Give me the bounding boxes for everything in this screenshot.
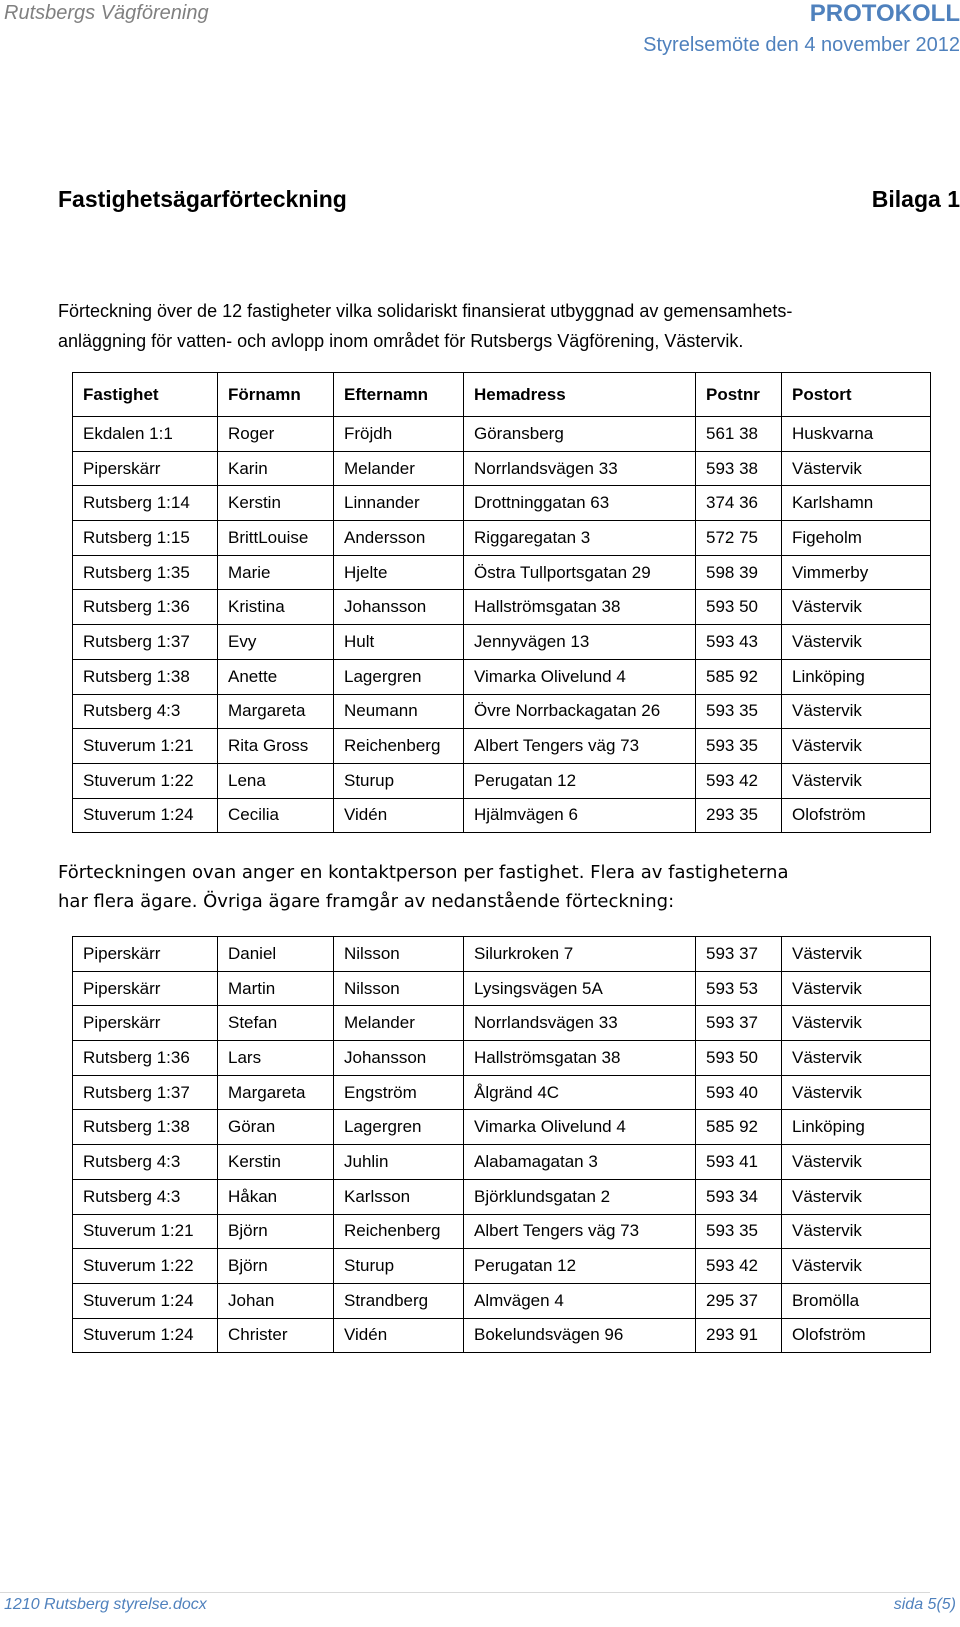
table-cell: Rita Gross: [218, 729, 334, 764]
table-cell: Björklundsgatan 2: [464, 1179, 696, 1214]
intro-line: anläggning för vatten- och avlopp inom området för Rutsbergs Vägförening, Västervik.: [58, 331, 744, 351]
table-cell: Vidén: [334, 798, 464, 833]
table-cell: Norrlandsvägen 33: [464, 1006, 696, 1041]
table-cell: 293 35: [696, 798, 782, 833]
table-cell: Sturup: [334, 1249, 464, 1284]
table-cell: Johansson: [334, 590, 464, 625]
table-cell: Piperskärr: [73, 971, 218, 1006]
table-cell: Marie: [218, 555, 334, 590]
table-cell: Kerstin: [218, 1145, 334, 1180]
table-cell: 593 40: [696, 1075, 782, 1110]
table-cell: Kristina: [218, 590, 334, 625]
table-cell: Rutsberg 1:14: [73, 486, 218, 521]
table-cell: Stuverum 1:22: [73, 763, 218, 798]
table-row: [73, 729, 931, 764]
table-cell: 593 50: [696, 590, 782, 625]
table-row: [73, 486, 931, 521]
table-cell: Rutsberg 4:3: [73, 1179, 218, 1214]
table-cell: Rutsberg 1:38: [73, 1110, 218, 1145]
table-cell: Björn: [218, 1214, 334, 1249]
column-header: Fastighet: [73, 373, 218, 417]
table-row: [73, 1283, 931, 1318]
intro-line: Förteckning över de 12 fastigheter vilka solidariskt finansierat utbyggnad av gemensamhets-: [58, 301, 793, 321]
table-cell: Stefan: [218, 1006, 334, 1041]
table-cell: Neumann: [334, 694, 464, 729]
table-row: [73, 971, 931, 1006]
table-cell: 593 37: [696, 937, 782, 972]
table-cell: Reichenberg: [334, 1214, 464, 1249]
footer-page-number: sida 5(5): [893, 1596, 956, 1613]
table-cell: Lagergren: [334, 659, 464, 694]
column-header: Postort: [782, 373, 931, 417]
table-row: [73, 521, 931, 556]
table-cell: Stuverum 1:24: [73, 798, 218, 833]
table-cell: Karlsson: [334, 1179, 464, 1214]
table-cell: Östra Tullportsgatan 29: [464, 555, 696, 590]
table-cell: Karlshamn: [782, 486, 931, 521]
table-row: [73, 1318, 931, 1353]
page-title: Fastighetsägarförteckning: [58, 186, 347, 212]
table-cell: 593 35: [696, 1214, 782, 1249]
table-cell: 593 35: [696, 694, 782, 729]
table-cell: Rutsberg 1:38: [73, 659, 218, 694]
table-cell: Hjälmvägen 6: [464, 798, 696, 833]
owners-table: [72, 372, 931, 833]
table-cell: Martin: [218, 971, 334, 1006]
table-cell: Västervik: [782, 1041, 931, 1076]
table-row: [73, 659, 931, 694]
table-cell: Engström: [334, 1075, 464, 1110]
table-cell: Rutsberg 1:36: [73, 1041, 218, 1076]
table-cell: Reichenberg: [334, 729, 464, 764]
table-cell: Strandberg: [334, 1283, 464, 1318]
table-cell: Norrlandsvägen 33: [464, 451, 696, 486]
table-cell: Ekdalen 1:1: [73, 417, 218, 452]
table-row: [73, 1145, 931, 1180]
table-row: [73, 555, 931, 590]
table-cell: Rutsberg 1:15: [73, 521, 218, 556]
organization-name: Rutsbergs Vägförening: [4, 2, 209, 24]
table-cell: Fröjdh: [334, 417, 464, 452]
table-cell: Margareta: [218, 1075, 334, 1110]
table-row: [73, 694, 931, 729]
table-cell: Alabamagatan 3: [464, 1145, 696, 1180]
table-row: [73, 625, 931, 660]
table-cell: 561 38: [696, 417, 782, 452]
table-row: [73, 1110, 931, 1145]
appendix-label: Bilaga 1: [871, 186, 960, 212]
table-cell: Lars: [218, 1041, 334, 1076]
table-cell: 593 37: [696, 1006, 782, 1041]
table-cell: Piperskärr: [73, 937, 218, 972]
table-cell: Rutsberg 1:35: [73, 555, 218, 590]
note-line: Förteckningen ovan anger en kontaktperson per fastighet. Flera av fastigheterna: [58, 862, 789, 883]
table-cell: Västervik: [782, 971, 931, 1006]
table-cell: Björn: [218, 1249, 334, 1284]
column-header: Efternamn: [334, 373, 464, 417]
column-header: Förnamn: [218, 373, 334, 417]
table-cell: Vimarka Olivelund 4: [464, 659, 696, 694]
intro-paragraph: [58, 296, 938, 356]
table-cell: Johansson: [334, 1041, 464, 1076]
table-cell: Linköping: [782, 659, 931, 694]
column-header: Hemadress: [464, 373, 696, 417]
table-cell: Rutsberg 1:36: [73, 590, 218, 625]
table-row: [73, 937, 931, 972]
table-cell: 593 41: [696, 1145, 782, 1180]
table-cell: Rutsberg 1:37: [73, 625, 218, 660]
table-cell: Piperskärr: [73, 1006, 218, 1041]
table-row: [73, 1075, 931, 1110]
table-row: [73, 590, 931, 625]
table-cell: Västervik: [782, 625, 931, 660]
table-cell: Juhlin: [334, 1145, 464, 1180]
table-cell: Kerstin: [218, 486, 334, 521]
table-cell: Daniel: [218, 937, 334, 972]
table-cell: 585 92: [696, 659, 782, 694]
table-cell: Cecilia: [218, 798, 334, 833]
table-cell: Övre Norrbackagatan 26: [464, 694, 696, 729]
table-cell: Vimmerby: [782, 555, 931, 590]
table-cell: 593 35: [696, 729, 782, 764]
table-cell: 585 92: [696, 1110, 782, 1145]
table-cell: 593 53: [696, 971, 782, 1006]
table-cell: Silurkroken 7: [464, 937, 696, 972]
table-cell: Olofström: [782, 1318, 931, 1353]
table-cell: Lysingsvägen 5A: [464, 971, 696, 1006]
table-cell: Stuverum 1:21: [73, 1214, 218, 1249]
table-cell: Stuverum 1:21: [73, 729, 218, 764]
table-cell: 593 42: [696, 1249, 782, 1284]
table-cell: 374 36: [696, 486, 782, 521]
table-cell: 593 42: [696, 763, 782, 798]
table-cell: Hallströmsgatan 38: [464, 1041, 696, 1076]
table-row: [73, 1249, 931, 1284]
table-cell: 572 75: [696, 521, 782, 556]
table-cell: Huskvarna: [782, 417, 931, 452]
table-row: [73, 417, 931, 452]
table-cell: 593 50: [696, 1041, 782, 1076]
table-cell: Västervik: [782, 1145, 931, 1180]
table-cell: 293 91: [696, 1318, 782, 1353]
table-row: [73, 1041, 931, 1076]
table-cell: Västervik: [782, 451, 931, 486]
table-cell: Stuverum 1:24: [73, 1283, 218, 1318]
table-cell: Anette: [218, 659, 334, 694]
table-row: [73, 1179, 931, 1214]
table-header-row: [73, 373, 931, 417]
table-cell: Andersson: [334, 521, 464, 556]
table-cell: Lagergren: [334, 1110, 464, 1145]
footer-divider: [0, 1592, 930, 1593]
document-type-title: PROTOKOLL: [809, 0, 960, 27]
table-cell: Västervik: [782, 763, 931, 798]
table-cell: Ålgränd 4C: [464, 1075, 696, 1110]
table-row: [73, 763, 931, 798]
table-cell: Linnander: [334, 486, 464, 521]
table-cell: Drottninggatan 63: [464, 486, 696, 521]
table-row: [73, 451, 931, 486]
table-row: [73, 1006, 931, 1041]
table-cell: Hjelte: [334, 555, 464, 590]
table-cell: Perugatan 12: [464, 1249, 696, 1284]
table-cell: Västervik: [782, 729, 931, 764]
table-cell: Roger: [218, 417, 334, 452]
table-cell: Vidén: [334, 1318, 464, 1353]
table-row: [73, 798, 931, 833]
table-cell: 593 34: [696, 1179, 782, 1214]
table-cell: Evy: [218, 625, 334, 660]
table-cell: Jennyvägen 13: [464, 625, 696, 660]
table-cell: Albert Tengers väg 73: [464, 729, 696, 764]
table-cell: Stuverum 1:22: [73, 1249, 218, 1284]
table-cell: Nilsson: [334, 937, 464, 972]
table-cell: Johan: [218, 1283, 334, 1318]
table-cell: Västervik: [782, 937, 931, 972]
table-cell: 295 37: [696, 1283, 782, 1318]
table-cell: Västervik: [782, 590, 931, 625]
table-cell: BrittLouise: [218, 521, 334, 556]
table-cell: Perugatan 12: [464, 763, 696, 798]
table-cell: Lena: [218, 763, 334, 798]
table-cell: Göran: [218, 1110, 334, 1145]
table-cell: Margareta: [218, 694, 334, 729]
table-cell: Riggaregatan 3: [464, 521, 696, 556]
table-cell: 598 39: [696, 555, 782, 590]
table-cell: Bromölla: [782, 1283, 931, 1318]
table-cell: Västervik: [782, 1214, 931, 1249]
table-cell: Rutsberg 4:3: [73, 694, 218, 729]
note-line: har flera ägare. Övriga ägare framgår av nedanstående förteckning:: [58, 891, 675, 912]
table-cell: 593 38: [696, 451, 782, 486]
table-cell: Melander: [334, 1006, 464, 1041]
table-row: [73, 1214, 931, 1249]
table-cell: Västervik: [782, 1006, 931, 1041]
table-cell: 593 43: [696, 625, 782, 660]
table-cell: Christer: [218, 1318, 334, 1353]
table-cell: Almvägen 4: [464, 1283, 696, 1318]
table-cell: Hult: [334, 625, 464, 660]
table-cell: Västervik: [782, 1075, 931, 1110]
column-header: Postnr: [696, 373, 782, 417]
table-cell: Västervik: [782, 1249, 931, 1284]
table-cell: Karin: [218, 451, 334, 486]
table-cell: Göransberg: [464, 417, 696, 452]
table-cell: Rutsberg 1:37: [73, 1075, 218, 1110]
table-cell: Västervik: [782, 694, 931, 729]
table-cell: Håkan: [218, 1179, 334, 1214]
table-cell: Bokelundsvägen 96: [464, 1318, 696, 1353]
table-cell: Vimarka Olivelund 4: [464, 1110, 696, 1145]
meeting-subtitle: Styrelsemöte den 4 november 2012: [643, 34, 960, 56]
table-cell: Nilsson: [334, 971, 464, 1006]
note-paragraph: [58, 858, 938, 916]
footer-filename: 1210 Rutsberg styrelse.docx: [4, 1596, 207, 1613]
table-cell: Västervik: [782, 1179, 931, 1214]
table-cell: Rutsberg 4:3: [73, 1145, 218, 1180]
table-cell: Piperskärr: [73, 451, 218, 486]
table-cell: Albert Tengers väg 73: [464, 1214, 696, 1249]
table-cell: Olofström: [782, 798, 931, 833]
table-cell: Stuverum 1:24: [73, 1318, 218, 1353]
table-cell: Hallströmsgatan 38: [464, 590, 696, 625]
table-cell: Figeholm: [782, 521, 931, 556]
table-cell: Melander: [334, 451, 464, 486]
table-cell: Linköping: [782, 1110, 931, 1145]
table-cell: Sturup: [334, 763, 464, 798]
extra-owners-table: [72, 936, 931, 1353]
